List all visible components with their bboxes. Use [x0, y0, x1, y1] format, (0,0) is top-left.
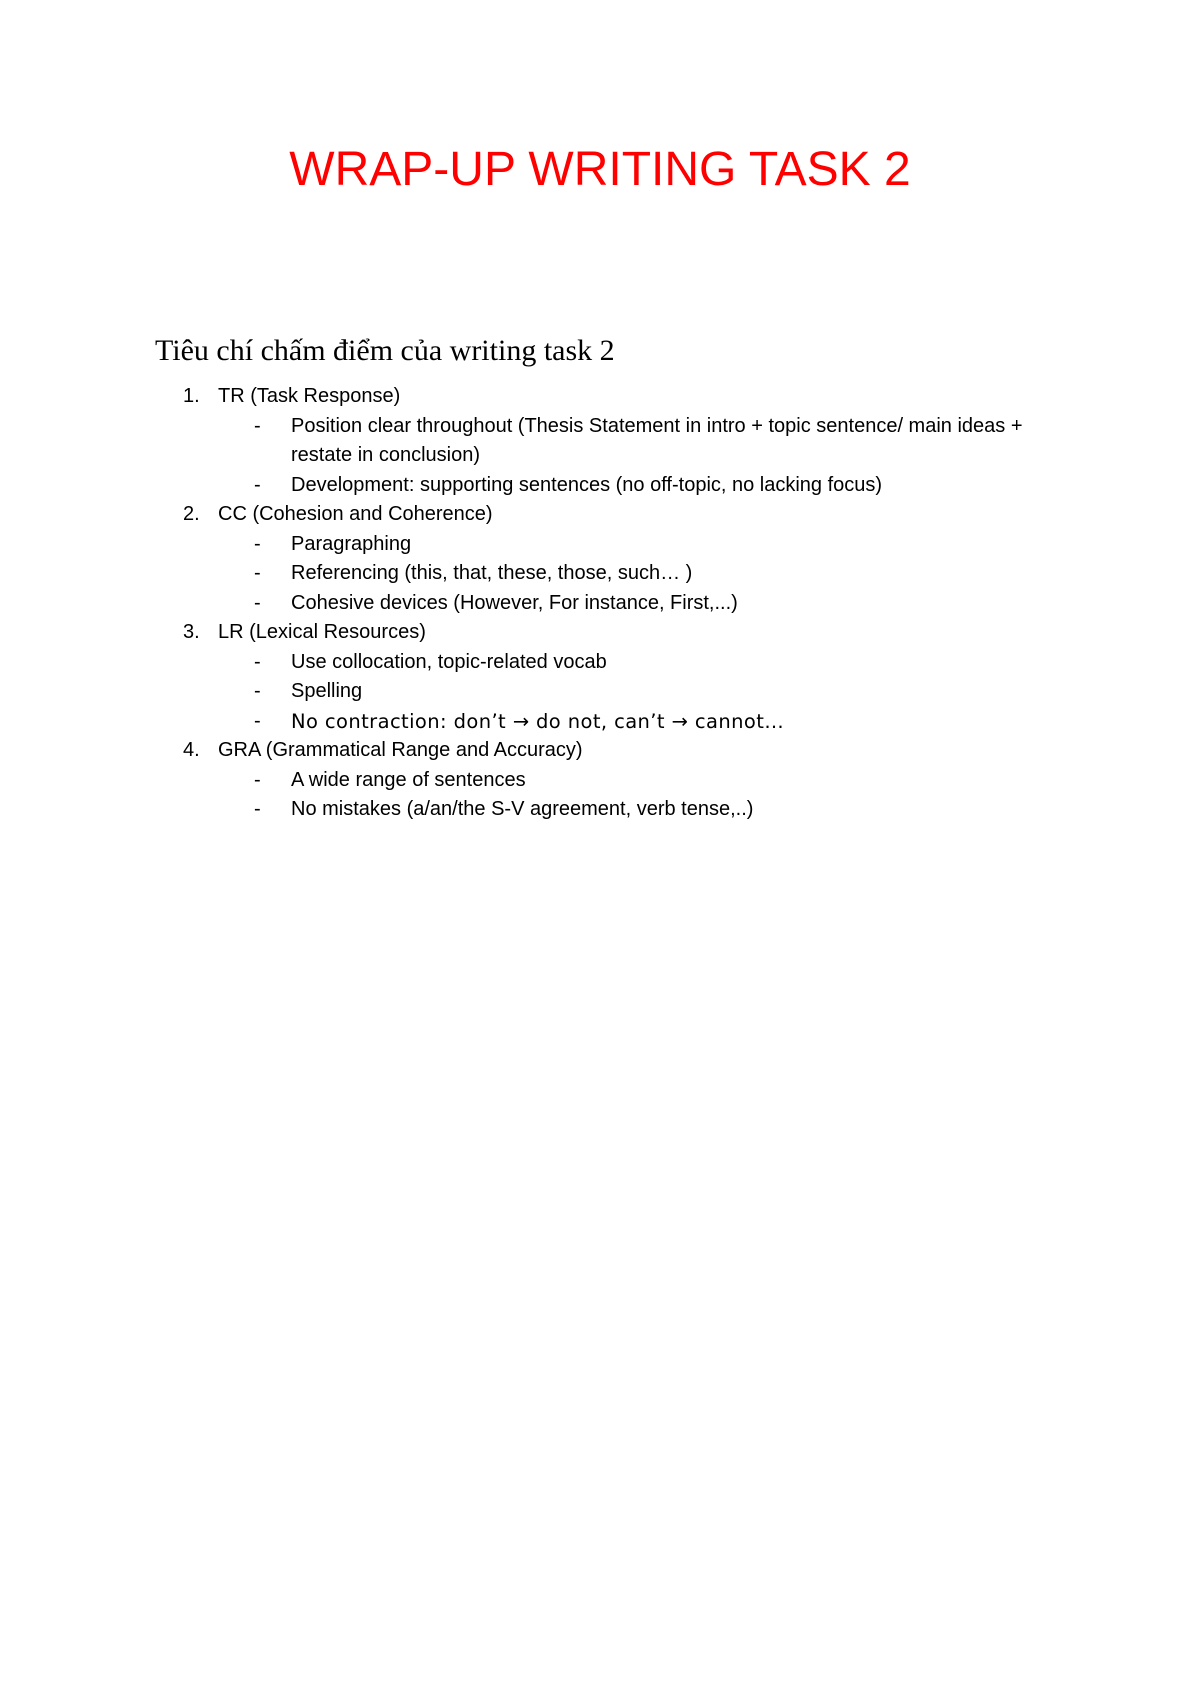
criterion-point — [0, 559, 1051, 589]
criterion-number: 3. — [183, 621, 200, 643]
point-text: Development: supporting sentences (no off-topic, no lacking focus) — [291, 473, 883, 496]
point-text: Position clear throughout (Thesis Statement in intro + topic sentence/ main ideas + restate in conclusion) — [291, 414, 1023, 466]
criterion-number: 2. — [183, 503, 200, 525]
criterion-number: 4. — [183, 739, 200, 761]
bullet-dash: - — [254, 798, 261, 820]
criterion-point — [0, 677, 1051, 707]
criterion-item — [0, 618, 1200, 736]
bullet-dash: - — [254, 562, 261, 584]
criterion-label: TR (Task Response) — [218, 385, 401, 407]
bullet-dash: - — [254, 591, 261, 614]
criterion-label: CC (Cohesion and Coherence) — [218, 503, 493, 525]
criterion-point — [0, 589, 1051, 619]
criterion-item — [0, 736, 1200, 825]
point-text: A wide range of sentences — [291, 768, 526, 791]
criterion-point — [0, 530, 1051, 560]
point-text: No mistakes (a/an/the S-V agreement, verb tense,..) — [291, 798, 754, 820]
criterion-point — [0, 648, 1051, 678]
criterion-label: LR (Lexical Resources) — [218, 621, 426, 643]
bullet-dash: - — [254, 709, 261, 732]
point-text: Use collocation, topic-related vocab — [291, 650, 607, 673]
criterion-point — [0, 471, 1051, 501]
bullet-dash: - — [254, 414, 261, 437]
point-text: No contraction: don’t → do not, can’t → cannot… — [291, 709, 785, 733]
criterion-point — [0, 795, 1051, 825]
criterion-number: 1. — [183, 385, 200, 407]
criteria-list — [0, 382, 1200, 825]
criterion-item — [0, 382, 1200, 500]
point-text: Cohesive devices (However, For instance, First,...) — [291, 591, 738, 614]
criterion-points — [0, 412, 1200, 501]
bullet-dash: - — [254, 680, 261, 702]
point-text: Paragraphing — [291, 532, 412, 555]
criterion-points — [0, 648, 1200, 737]
criteria-heading: Tiêu chí chấm điểm của writing task 2 — [155, 334, 615, 367]
bullet-dash: - — [254, 650, 261, 673]
criterion-point — [0, 766, 1051, 796]
criterion-points — [0, 766, 1200, 825]
criterion-item — [0, 500, 1200, 618]
bullet-dash: - — [254, 532, 261, 555]
document-title: WRAP-UP WRITING TASK 2 — [289, 143, 911, 196]
bullet-dash: - — [254, 473, 261, 496]
criterion-label: GRA (Grammatical Range and Accuracy) — [218, 739, 583, 761]
criterion-point — [0, 412, 1051, 471]
criterion-point — [0, 707, 1051, 737]
point-text: Spelling — [291, 680, 363, 702]
bullet-dash: - — [254, 768, 261, 791]
criterion-points — [0, 530, 1200, 619]
point-text: Referencing (this, that, these, those, such… ) — [291, 562, 693, 584]
